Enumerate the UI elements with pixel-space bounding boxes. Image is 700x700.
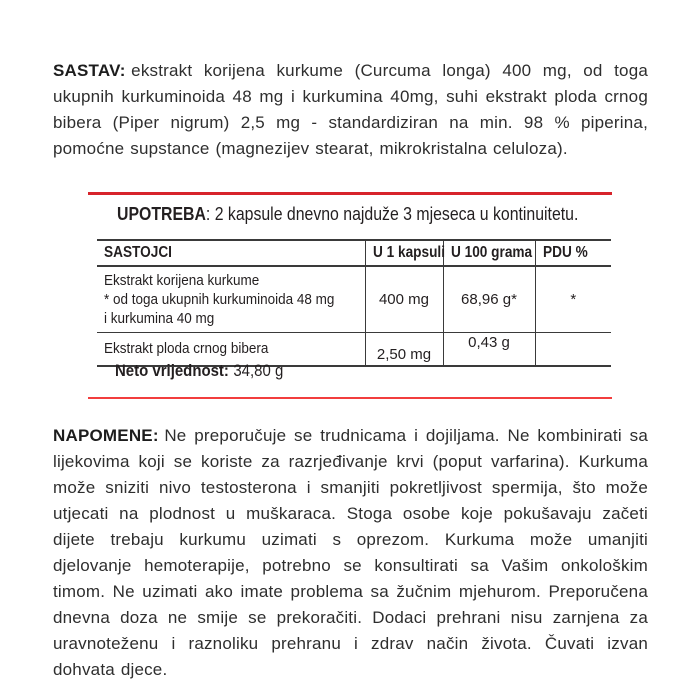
col-header-pdu: PDU % [542,244,588,261]
col-header-u-1-kapsuli: U 1 kapsuli [372,244,445,261]
per-capsule-value: 400 mg [365,266,443,333]
pdu-value [535,333,611,367]
ingredient-name-line: Ekstrakt ploda crnog bibera [104,340,269,357]
ingredient-name-lines [104,271,338,328]
table-header-row [97,240,611,266]
col-header-u-100-grama: U 100 grama [450,244,532,261]
table-row [97,266,611,333]
upotreba-condensed-text [117,204,578,225]
ingredient-name-cell [97,266,365,333]
net-weight-value: 34,80 g [233,361,284,380]
net-weight-label: Neto vrijednost: [115,361,229,380]
net-weight-condensed-text [115,361,283,381]
per-capsule-value: 2,50 mg [365,333,443,367]
ingredient-name-line: Ekstrakt korijena kurkume [104,271,260,289]
col-header-sastojci: SASTOJCI [104,244,172,261]
napomene-paragraph [53,423,648,683]
upotreba-line [117,204,641,225]
upotreba-text: : 2 kapsule dnevno najduže 3 mjeseca u kontinuitetu. [205,204,579,224]
sastav-text: ekstrakt korijena kurkume (Curcuma longa) 400 mg, od toga ukupnih kurkuminoida 48 mg i kurkumina 40mg, suhi ekstrakt ploda crnog bibera (Piper nigrum) 2,5 mg - standardiziran na min. 98 % piperina, pomoćne supstance (magnezijev stearat, mikrokristalna celuloza). [53,61,648,158]
pdu-value: * [535,266,611,333]
red-divider-top [88,192,612,195]
napomene-text: Ne preporučuje se trudnicama i dojiljama. Ne kombinirati sa lijekovima koji se koriste za razrjeđivanje krvi (poput varfarina). Kurkuma može sniziti nivo testosterona i smanjiti pokretljivost spermija, što može utjecati na plodnost u muškaraca. Stoga osobe koje pokušavaju začeti dijete trebaju kurkumu uzimati s oprezom. Kurkuma može umanjiti djelovanje hemoterapije, potrebno se konsultirati sa Vašim onkološkim timom. Ne uzimati ako imate problema sa žučnim mjehurom. Preporučena dnevna doza ne smije se prekoračiti. Dodaci prehrani nisu zarnjena za uravnoteženu i raznoliku prehranu i zdrav način života. Čuvati izvan dohvata djece. [53,426,648,679]
ingredients-table [97,239,611,367]
ingredient-name-lines [104,339,338,358]
net-weight-line [115,361,306,381]
ingredient-name-line: i kurkumina 40 mg [104,309,215,327]
per-100g-value: 68,96 g* [443,266,535,333]
napomene-label: NAPOMENE: [53,426,159,445]
per-100g-value: 0,43 g [443,333,535,367]
ingredient-name-line: * od toga ukupnih kurkuminoida 48 mg [104,290,335,308]
sastav-paragraph [53,58,648,162]
upotreba-label: UPOTREBA [117,204,206,224]
red-divider-bottom [88,397,612,399]
sastav-label: SASTAV: [53,61,126,80]
